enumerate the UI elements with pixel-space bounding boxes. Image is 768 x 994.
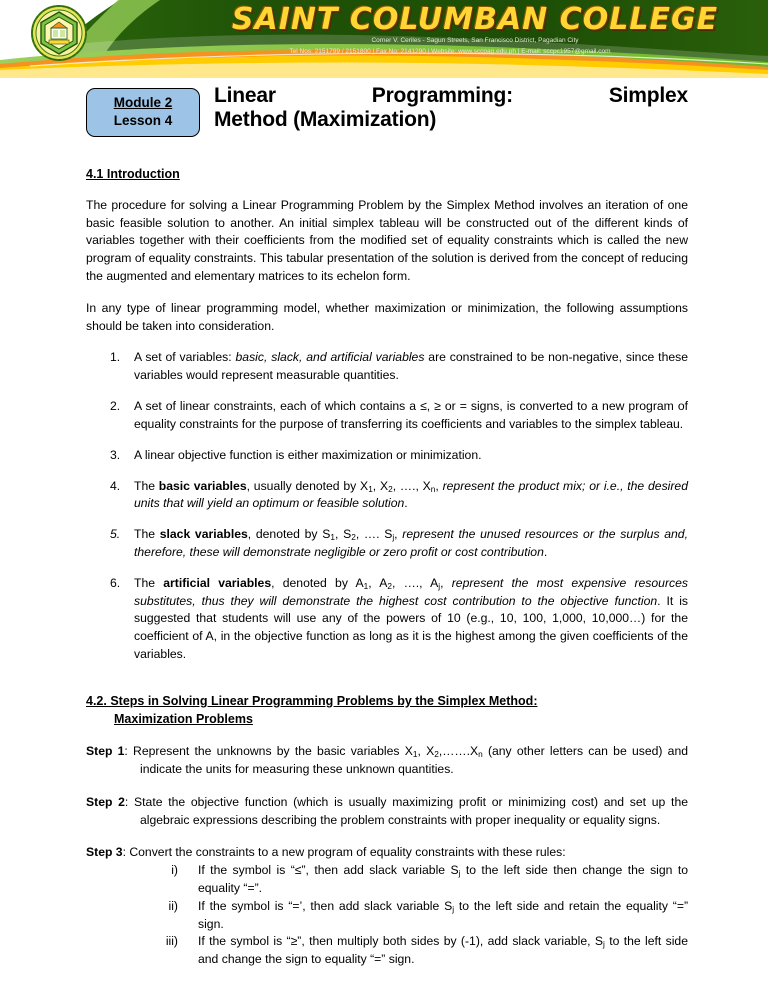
module-lesson-badge (86, 88, 200, 137)
lesson-label: Lesson 4 (113, 112, 173, 128)
step-paragraph (86, 743, 688, 779)
step-paragraph (86, 794, 688, 830)
substep-item-number: iii) (165, 934, 178, 949)
page-title-line1: Linear Programming: Simplex (214, 84, 688, 107)
intro-paragraph-1: The procedure for solving a Linear Programming Problem by the Simplex Method involves an iteration of one basic feasible solution to another. An initial simplex tableau will be constructed out of the different kinds of variables together with their coefficients from the modified set of equality constraints which is called the new program of equality constraints. This tabular presentation of the solution is derived from the concept of reducing the augmented and elementary matrices to its echelon form. (86, 197, 688, 283)
substep-item (86, 898, 688, 934)
section-heading-4-2 (86, 692, 688, 728)
assumption-item-number: 3. (110, 447, 121, 462)
assumption-item (86, 447, 688, 465)
college-name: SAINT COLUMBAN COLLEGE (231, 2, 719, 37)
assumption-item (86, 526, 688, 562)
step-text: : Convert the constraints to a new program of equality constraints with these rules: (122, 845, 566, 860)
substep-item-text: If the symbol is “≥”, then multiply both sides by (-1), add slack variable, $S_j$ to the left side and change the sign to equality “=” sign. (198, 934, 688, 967)
step-paragraph (86, 844, 688, 862)
section-heading-4-1 (86, 165, 688, 183)
assumption-item (86, 575, 688, 664)
step-text: : Represent the unknowns by the basic variables $X_1$, $X_2,\dots\dots.X_n$ (any other letters can be used) and indicate the units for measuring these unknown quantities. (124, 744, 689, 776)
lesson-title-row (86, 84, 688, 137)
assumptions-list (86, 349, 688, 663)
assumption-item-number: 2. (110, 399, 121, 414)
college-banner (0, 0, 768, 78)
step3-substeps-list (86, 862, 688, 969)
substep-item (86, 862, 688, 898)
assumption-item-text: The slack variables, denoted by $S_1$, $S_2$, …. $S_j$, represent the unused resources or the surplus and, therefore, these will demonstrate negligible or zero profit or cost contribution. (134, 527, 688, 559)
page-title (214, 84, 688, 133)
intro-paragraph-2: In any type of linear programming model, whether maximization or minimization, the following assumptions should be taken into consideration. (86, 300, 688, 333)
assumption-item-number: 1. (110, 350, 121, 365)
assumption-item-text: A linear objective function is either maximization or minimization. (134, 447, 482, 462)
assumption-item-number: 6. (110, 575, 121, 590)
assumption-item-text: The artificial variables, denoted by $A_1$, $A_2$, …., $A_j$, represent the most expensive resources substitutes, thus they will demonstrate the highest cost contribution to the objective function. It is suggested that students will use any of the powers of 10 (e.g., 10, 100, 1,000, 10,000…) for the coefficient of A, in the objective function as long as it is the highest among the given coefficients of the variables. (134, 575, 688, 661)
section-heading-4-2-line2: Maximization Problems (114, 711, 253, 726)
substep-item-text: If the symbol is “≤”, then add slack variable $S_j$ to the left side then change the sign to equality “=”. (198, 863, 688, 895)
substep-item-number: ii) (168, 898, 178, 913)
page-title-line2: Method (Maximization) (214, 108, 437, 132)
section-heading-4-1-text: 4.1 Introduction (86, 166, 180, 181)
assumption-item-text: A set of linear constraints, each of which contains a ≤, ≥ or = signs, is converted to a new program of equality constraints for the purpose of transferring its coefficients and variables to the simplex tableau. (134, 399, 688, 431)
substep-item (86, 933, 688, 969)
document-page (0, 84, 768, 969)
section-heading-4-2-line1: 4.2. Steps in Solving Linear Programming Problems by the Simplex Method: (86, 693, 538, 708)
assumption-item-number: 5. (110, 527, 121, 542)
assumption-item-text: A set of variables: basic, slack, and artificial variables are constrained to be non-negative, since these variables would represent measurable quantities. (134, 350, 688, 383)
step-label: Step 3 (86, 845, 123, 860)
college-address: Corner V. Ceriles - Sagun Streets, San Francisco District, Pagadian City (371, 37, 579, 44)
college-contact-info: Tel Nos: 2151799 / 2151800 | Fax No: 2141290 | Website: www.sccpag.edu.ph | E-mail: sccpc1957@gmail.com (289, 48, 611, 55)
step-text: : State the objective function (which is usually maximizing profit or minimizing cost) and set up the algebraic expressions describing the problem constraints with proper inequality or equality signs. (124, 794, 688, 827)
steps-container (86, 743, 688, 862)
assumption-item (86, 349, 688, 385)
substep-item-number: i) (171, 863, 178, 878)
module-label: Module 2 (113, 95, 173, 110)
substep-item-text: If the symbol is “=’, then add slack variable $S_j$ to the left side and retain the equality “=” sign. (198, 898, 689, 931)
step-label: Step 1 (86, 744, 125, 759)
assumption-item-text: The basic variables, usually denoted by $X_1$, $X_2$, …., $X_n$, represent the product mix; or i.e., the desired units that will yield an optimum or feasible solution. (134, 478, 688, 511)
step-label: Step 2 (86, 794, 125, 809)
assumption-item (86, 398, 688, 434)
assumption-item-number: 4. (110, 478, 121, 493)
college-seal-logo (28, 4, 90, 62)
assumption-item (86, 478, 688, 514)
